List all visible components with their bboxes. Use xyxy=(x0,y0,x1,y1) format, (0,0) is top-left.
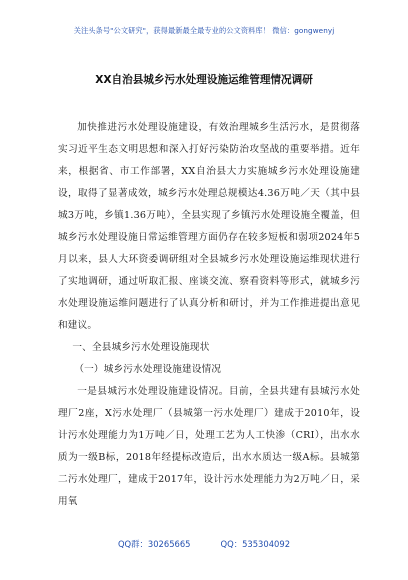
qq-label: QQ：535304092 xyxy=(220,539,291,549)
intro-paragraph: 加快推进污水处理设施建设，有效治理城乡生活污水，是贯彻落实习近平生态文明思想和深入打好污染防治攻坚战的重要举措。近年来，根据省、市工作部署，XX自治县大力实施城乡污水处理设施建设，取得了显著成效，城乡污水处理总规模达4.36万吨／天（其中县城3万吨，乡镇1.36万吨），全县实现了乡镇污水处理设施全覆盖，但城乡污水处理设施日常运维管理方面仍存在较多短板和弱项2024年5月以来，县人大环资委调研组对全县城乡污水处理设施运维现状进行了实地调研，通过听取汇报、座谈交流、察看资料等形式，就城乡污水处理设施运维问题进行了认真分析和研讨，并为工作推进提出意见和建议。 xyxy=(58,122,360,331)
section-heading: 一、全县城乡污水处理设施现状 xyxy=(72,342,210,353)
footer xyxy=(0,538,408,550)
body-paragraph: 一是县城污水处理设施建设情况。目前，全县共建有县城污水处理厂2座，X污水处理厂（县城第一污水处理厂）建成于2010年，设计污水处理能力为1万吨／日，处理工艺为人工快渗（CRI），出水水质为一级B标，2018年经提标改造后，出水水质达一级A标。县城第二污水处理厂，建成于2017年，设计污水处理能力为2万吨／日，采用氧 xyxy=(58,386,360,507)
subsection-heading: （一）城乡污水处理设施建设情况 xyxy=(74,364,222,375)
document-body xyxy=(58,117,360,513)
document-title: XX自治县城乡污水处理设施运维管理情况调研 xyxy=(95,74,313,86)
header-note: 关注头条号"公文研究"，获得最新最全最专业的公文资料库！ 微信：gongwenyj xyxy=(73,26,335,35)
qq-group-label: QQ群：30265665 xyxy=(117,539,191,549)
